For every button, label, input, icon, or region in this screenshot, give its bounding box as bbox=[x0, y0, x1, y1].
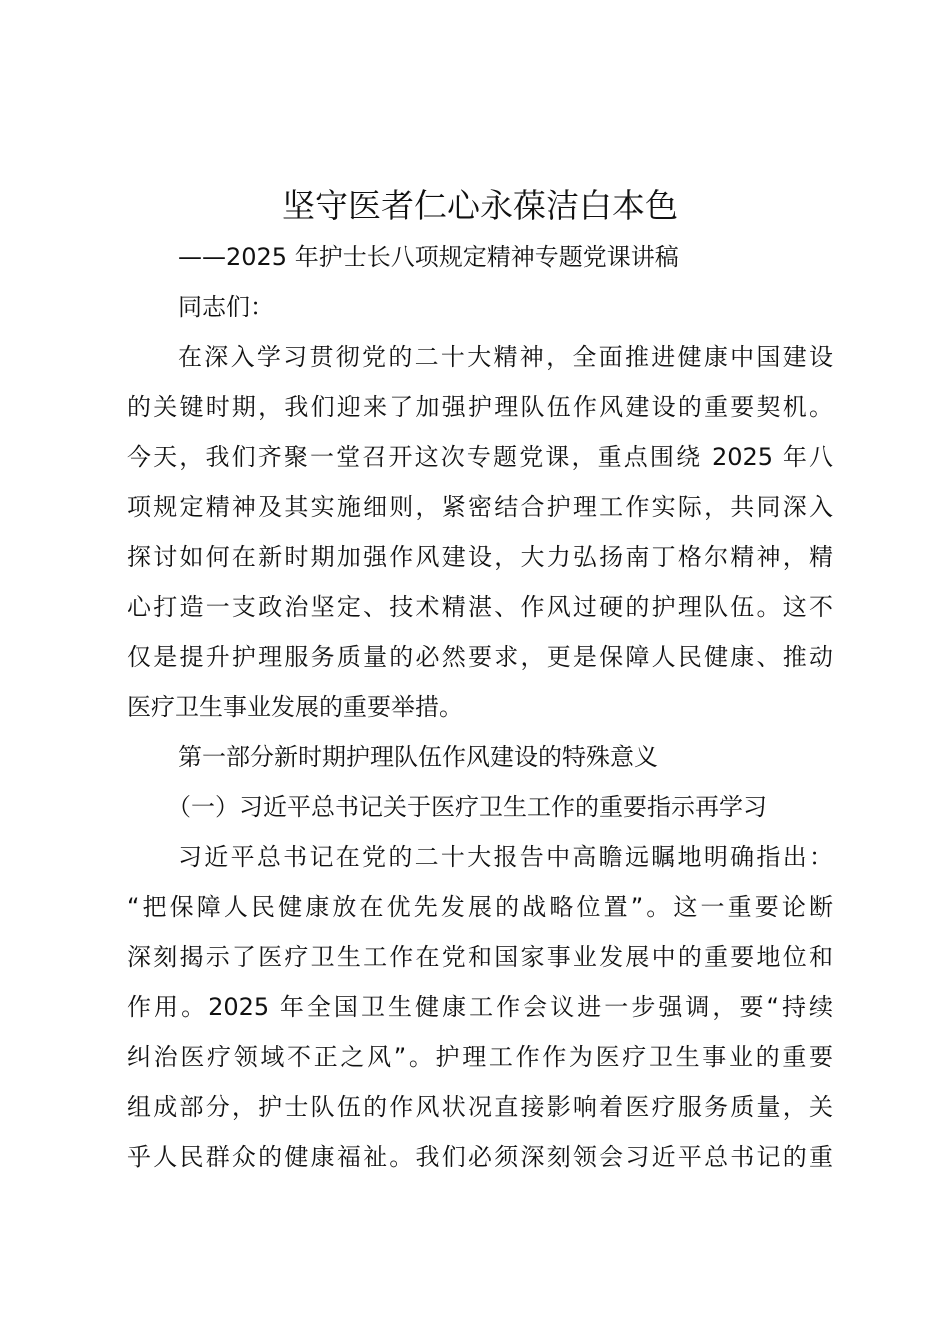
text-line: 深刻揭示了医疗卫生工作在党和国家事业发展中的重要地位和 bbox=[127, 943, 833, 971]
section-heading: 第一部分新时期护理队伍作风建设的特殊意义 bbox=[178, 743, 658, 771]
text-line: 乎人民群众的健康福祉。我们必须深刻领会习近平总书记的重 bbox=[127, 1143, 833, 1171]
text-line: 仅是提升护理服务质量的必然要求，更是保障人民健康、推动 bbox=[127, 643, 833, 671]
text-line: 作用。2025 年全国卫生健康工作会议进一步强调，要“持续 bbox=[127, 993, 833, 1021]
text-line: 今天，我们齐聚一堂召开这次专题党课，重点围绕 2025 年八 bbox=[127, 443, 833, 471]
subsection-heading: （一）习近平总书记关于医疗卫生工作的重要指示再学习 bbox=[167, 793, 767, 821]
text-line: “把保障人民健康放在优先发展的战略位置”。这一重要论断 bbox=[127, 893, 833, 921]
text-line: 的关键时期，我们迎来了加强护理队伍作风建设的重要契机。 bbox=[127, 393, 833, 421]
text-line: 组成部分，护士队伍的作风状况直接影响着医疗服务质量，关 bbox=[127, 1093, 833, 1121]
document-title: 坚守医者仁心永葆洁白本色 bbox=[282, 186, 678, 225]
text-line: 习近平总书记在党的二十大报告中高瞻远瞩地明确指出： bbox=[178, 843, 833, 871]
text-line: 纠治医疗领域不正之风”。护理工作作为医疗卫生事业的重要 bbox=[127, 1043, 833, 1071]
text-line: 项规定精神及其实施细则，紧密结合护理工作实际，共同深入 bbox=[127, 493, 833, 521]
paragraph-body bbox=[127, 832, 833, 1182]
document-subtitle: ——2025 年护士长八项规定精神专题党课讲稿 bbox=[178, 243, 679, 271]
greeting: 同志们： bbox=[178, 293, 274, 321]
text-line: 在深入学习贯彻党的二十大精神，全面推进健康中国建设 bbox=[178, 343, 833, 371]
paragraph-intro bbox=[127, 332, 833, 732]
text-line: 医疗卫生事业发展的重要举措。 bbox=[127, 693, 463, 721]
text-line: 探讨如何在新时期加强作风建设，大力弘扬南丁格尔精神，精 bbox=[127, 543, 833, 571]
text-line: 心打造一支政治坚定、技术精湛、作风过硬的护理队伍。这不 bbox=[127, 593, 833, 621]
document-page bbox=[127, 180, 833, 1182]
